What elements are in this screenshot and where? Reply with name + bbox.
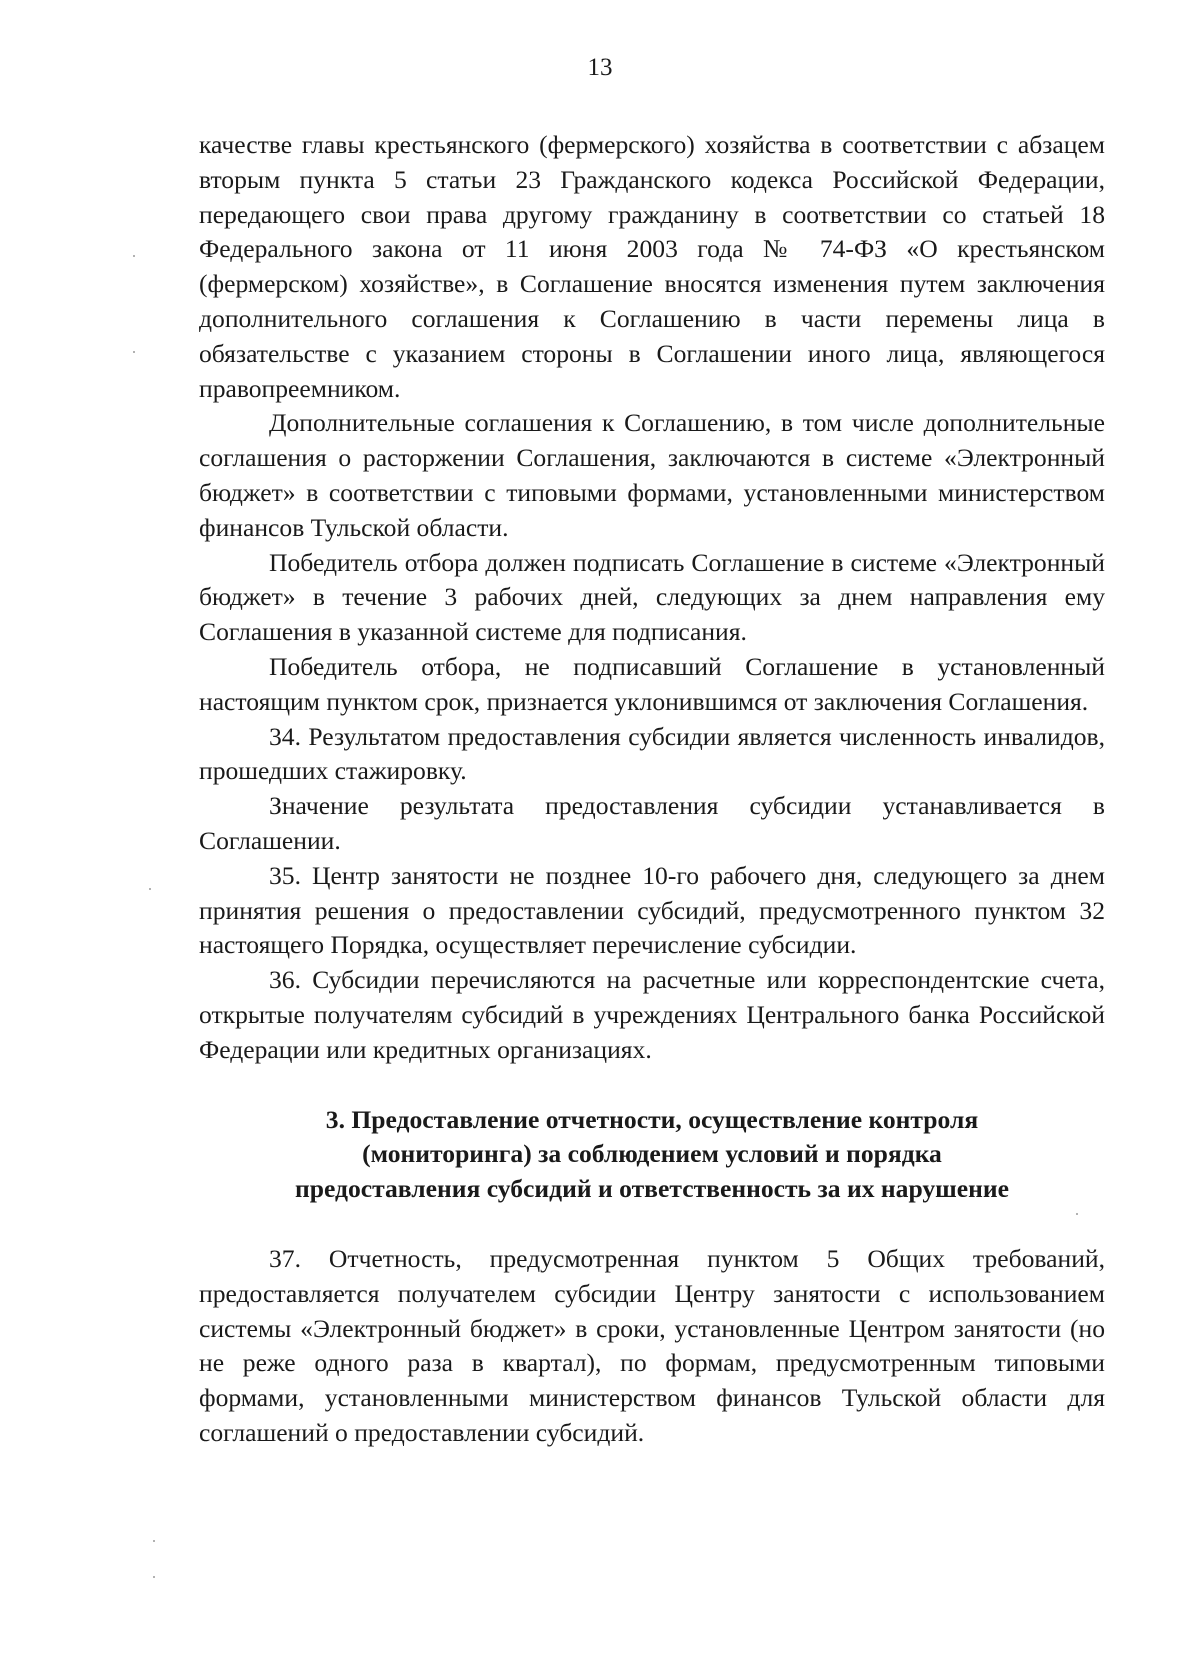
- paragraph-item-37: 37. Отчетность, предусмотренная пунктом 5 Общих требований, предоставляется получателем субсидии Центру занятости с использованием системы «Электронный бюджет» в сроки, установленные Центром занятости (но не реже одного раза в квартал), по формам, предусмотренным типовыми формами, установленными министерством финансов Тульской области для соглашений о предоставлении субсидий.: [199, 1243, 1105, 1447]
- paragraph-item-35: 35. Центр занятости не позднее 10-го рабочего дня, следующего за днем принятия решения о предоставлении субсидий, предусмотренного пунктом 32 настоящего Порядка, осуществляет перечисление субсидии.: [199, 860, 1105, 960]
- section-heading: [199, 1103, 1105, 1207]
- section-heading-line: 3. Предоставление отчетности, осуществление контроля: [325, 1104, 979, 1134]
- page-number: 13: [587, 54, 613, 81]
- section-body: [199, 1242, 1105, 1451]
- scan-speck: [149, 888, 151, 890]
- paragraph: Дополнительные соглашения к Соглашению, в том числе дополнительные соглашения о расторжении Соглашения, заключаются в системе «Электронный бюджет» в соответствии с типовыми формами, установленными министерством финансов Тульской области.: [199, 408, 1105, 542]
- paragraph-group: [199, 128, 1105, 1068]
- paragraph-continuation: качестве главы крестьянского (фермерского) хозяйства в соответствии с абзацем вторым пункта 5 статьи 23 Гражданского кодекса Российской Федерации, передающего свои права другому гражданину в соответствии со статьей 18 Федерального закона от 11 июня 2003 года № 74-ФЗ «О крестьянском (фермерском) хозяйстве», в Соглашение вносятся изменения путем заключения дополнительного соглашения к Соглашению в части перемены лица в обязательстве с указанием стороны в Соглашении иного лица, являющегося правопреемником.: [199, 130, 1105, 403]
- scan-speck: [133, 351, 135, 353]
- paragraph-item-34: 34. Результатом предоставления субсидии является численность инвалидов, прошедших стажировку.: [199, 721, 1105, 786]
- document-body: [199, 128, 1105, 1451]
- scan-speck: [133, 255, 135, 257]
- scan-speck: [153, 1576, 155, 1578]
- paragraph: Победитель отбора, не подписавший Соглашение в установленный настоящим пунктом срок, признается уклонившимся от заключения Соглашения.: [199, 651, 1105, 716]
- section-heading-line: предоставления субсидий и ответственность за их нарушение: [295, 1174, 1009, 1204]
- paragraph: Значение результата предоставления субсидии устанавливается в Соглашении.: [199, 791, 1105, 855]
- scan-speck: [1076, 1213, 1078, 1215]
- section-heading-line: (мониторинга) за соблюдением условий и порядка: [362, 1139, 942, 1169]
- paragraph: Победитель отбора должен подписать Соглашение в системе «Электронный бюджет» в течение 3 рабочих дней, следующих за днем направления ему Соглашения в указанной системе для подписания.: [199, 547, 1105, 647]
- scan-speck: [153, 1540, 155, 1542]
- paragraph-item-36: 36. Субсидии перечисляются на расчетные или корреспондентские счета, открытые получателям субсидий в учреждениях Центрального банка Российской Федерации или кредитных организациях.: [199, 965, 1105, 1064]
